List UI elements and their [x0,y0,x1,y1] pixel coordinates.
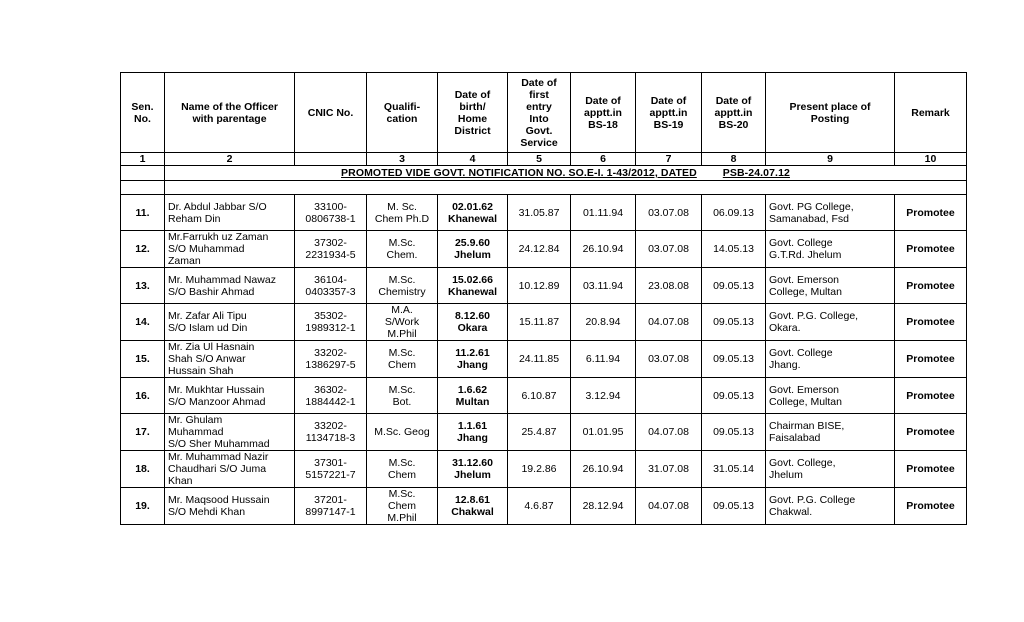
cnic-cell: 37302- 2231934-5 [295,231,367,268]
cnic-cell: 36302- 1884442-1 [295,378,367,414]
cnic-cell: 36104- 0403357-3 [295,268,367,304]
qualification-cell: M.Sc. Chemistry [367,268,438,304]
column-number-cell: 3 [367,153,438,166]
bs20-date-cell: 14.05.13 [702,231,766,268]
remark-cell: Promotee [895,451,967,488]
posting-cell: Govt. P.G. College Chakwal. [766,488,895,525]
entry-date-cell: 24.12.84 [508,231,571,268]
posting-cell: Govt. Emerson College, Multan [766,378,895,414]
notification-spacer-cell [121,166,165,181]
column-number-cell: 6 [571,153,636,166]
bs20-date-cell: 09.05.13 [702,378,766,414]
spacer-row [121,181,967,195]
entry-date-cell: 4.6.87 [508,488,571,525]
remark-cell: Promotee [895,414,967,451]
bs19-date-cell: 31.07.08 [636,451,702,488]
table-row [121,195,967,231]
column-number-cell: 2 [165,153,295,166]
bs19-date-cell: 23.08.08 [636,268,702,304]
dob-district-cell: 25.9.60 Jhelum [438,231,508,268]
sen-cell: 18. [121,451,165,488]
qualification-cell: M.Sc. Bot. [367,378,438,414]
posting-cell: Govt. College, Jhelum [766,451,895,488]
header-cell-5: Date of birth/ Home District [438,73,508,153]
dob-district-cell: 31.12.60 Jhelum [438,451,508,488]
bs18-date-cell: 01.11.94 [571,195,636,231]
column-number-cell: 7 [636,153,702,166]
officers-table [120,72,967,525]
bs20-date-cell: 09.05.13 [702,488,766,525]
spacer-cell-wide [165,181,967,195]
posting-cell: Chairman BISE, Faisalabad [766,414,895,451]
name-cell: Mr. Zia Ul Hasnain Shah S/O Anwar Hussain Shah [165,341,295,378]
entry-date-cell: 6.10.87 [508,378,571,414]
column-number-cell: 4 [438,153,508,166]
entry-date-cell: 10.12.89 [508,268,571,304]
sen-cell: 12. [121,231,165,268]
sen-cell: 11. [121,195,165,231]
notification-psb: PSB-24.07.12 [722,167,790,179]
cnic-cell: 35302- 1989312-1 [295,304,367,341]
header-cell-11: Remark [895,73,967,153]
table-row [121,488,967,525]
qualification-cell: M.Sc. Chem [367,451,438,488]
bs20-date-cell: 09.05.13 [702,268,766,304]
qualification-cell: M. Sc. Chem Ph.D [367,195,438,231]
remark-cell: Promotee [895,341,967,378]
sen-cell: 17. [121,414,165,451]
notification-cell [165,166,967,181]
entry-date-cell: 19.2.86 [508,451,571,488]
column-number-cell: 5 [508,153,571,166]
table-row [121,341,967,378]
column-number-cell: 10 [895,153,967,166]
sen-cell: 14. [121,304,165,341]
bs18-date-cell: 6.11.94 [571,341,636,378]
bs20-date-cell: 09.05.13 [702,341,766,378]
table-row [121,451,967,488]
dob-district-cell: 15.02.66 Khanewal [438,268,508,304]
dob-district-cell: 8.12.60 Okara [438,304,508,341]
table-row [121,414,967,451]
cnic-cell: 33202- 1386297-5 [295,341,367,378]
qualification-cell: M.Sc. Chem [367,341,438,378]
header-cell-8: Date of apptt.in BS-19 [636,73,702,153]
header-cell-10: Present place of Posting [766,73,895,153]
qualification-cell: M.Sc. Chem. [367,231,438,268]
name-cell: Mr. Mukhtar Hussain S/O Manzoor Ahmad [165,378,295,414]
column-number-cell: 9 [766,153,895,166]
qualification-cell: M.A. S/Work M.Phil [367,304,438,341]
cnic-cell: 37201- 8997147-1 [295,488,367,525]
table-row [121,268,967,304]
name-cell: Mr.Farrukh uz Zaman S/O Muhammad Zaman [165,231,295,268]
bs18-date-cell: 28.12.94 [571,488,636,525]
column-number-row [121,153,967,166]
qualification-cell: M.Sc. Geog [367,414,438,451]
name-cell: Mr. Ghulam Muhammad S/O Sher Muhammad [165,414,295,451]
entry-date-cell: 15.11.87 [508,304,571,341]
column-number-cell: 8 [702,153,766,166]
bs18-date-cell: 03.11.94 [571,268,636,304]
header-row [121,73,967,153]
remark-cell: Promotee [895,378,967,414]
bs20-date-cell: 06.09.13 [702,195,766,231]
cnic-cell: 37301- 5157221-7 [295,451,367,488]
qualification-cell: M.Sc. Chem M.Phil [367,488,438,525]
posting-cell: Govt. Emerson College, Multan [766,268,895,304]
bs18-date-cell: 01.01.95 [571,414,636,451]
dob-district-cell: 12.8.61 Chakwal [438,488,508,525]
bs18-date-cell: 26.10.94 [571,451,636,488]
name-cell: Mr. Zafar Ali Tipu S/O Islam ud Din [165,304,295,341]
dob-district-cell: 1.6.62 Multan [438,378,508,414]
cnic-cell: 33202- 1134718-3 [295,414,367,451]
name-cell: Mr. Maqsood Hussain S/O Mehdi Khan [165,488,295,525]
bs18-date-cell: 3.12.94 [571,378,636,414]
entry-date-cell: 31.05.87 [508,195,571,231]
bs19-date-cell: 03.07.08 [636,195,702,231]
dob-district-cell: 1.1.61 Jhang [438,414,508,451]
remark-cell: Promotee [895,304,967,341]
column-number-cell: 1 [121,153,165,166]
name-cell: Dr. Abdul Jabbar S/O Reham Din [165,195,295,231]
bs20-date-cell: 09.05.13 [702,414,766,451]
sen-cell: 16. [121,378,165,414]
notification-text: PROMOTED VIDE GOVT. NOTIFICATION NO. SO.E-I. 1-43/2012, DATED [341,167,697,179]
cnic-cell: 33100- 0806738-1 [295,195,367,231]
dob-district-cell: 11.2.61 Jhang [438,341,508,378]
sen-cell: 15. [121,341,165,378]
posting-cell: Govt. PG College, Samanabad, Fsd [766,195,895,231]
bs20-date-cell: 31.05.14 [702,451,766,488]
bs19-date-cell: 04.07.08 [636,488,702,525]
bs18-date-cell: 20.8.94 [571,304,636,341]
bs19-date-cell: 04.07.08 [636,304,702,341]
bs19-date-cell [636,378,702,414]
posting-cell: Govt. College Jhang. [766,341,895,378]
table-row [121,231,967,268]
notification-row [121,166,967,181]
posting-cell: Govt. College G.T.Rd. Jhelum [766,231,895,268]
sen-cell: 13. [121,268,165,304]
name-cell: Mr. Muhammad Nawaz S/O Bashir Ahmad [165,268,295,304]
remark-cell: Promotee [895,488,967,525]
remark-cell: Promotee [895,195,967,231]
header-cell-4: Qualifi- cation [367,73,438,153]
dob-district-cell: 02.01.62 Khanewal [438,195,508,231]
sen-cell: 19. [121,488,165,525]
table-row [121,304,967,341]
spacer-cell [121,181,165,195]
remark-cell: Promotee [895,268,967,304]
remark-cell: Promotee [895,231,967,268]
header-cell-1: Sen. No. [121,73,165,153]
bs19-date-cell: 03.07.08 [636,341,702,378]
header-cell-3: CNIC No. [295,73,367,153]
bs20-date-cell: 09.05.13 [702,304,766,341]
header-cell-2: Name of the Officer with parentage [165,73,295,153]
table-row [121,378,967,414]
column-number-cell [295,153,367,166]
name-cell: Mr. Muhammad Nazir Chaudhari S/O Juma Khan [165,451,295,488]
header-cell-6: Date of first entry Into Govt. Service [508,73,571,153]
header-cell-7: Date of apptt.in BS-18 [571,73,636,153]
bs19-date-cell: 04.07.08 [636,414,702,451]
entry-date-cell: 25.4.87 [508,414,571,451]
header-cell-9: Date of apptt.in BS-20 [702,73,766,153]
posting-cell: Govt. P.G. College, Okara. [766,304,895,341]
bs19-date-cell: 03.07.08 [636,231,702,268]
bs18-date-cell: 26.10.94 [571,231,636,268]
entry-date-cell: 24.11.85 [508,341,571,378]
